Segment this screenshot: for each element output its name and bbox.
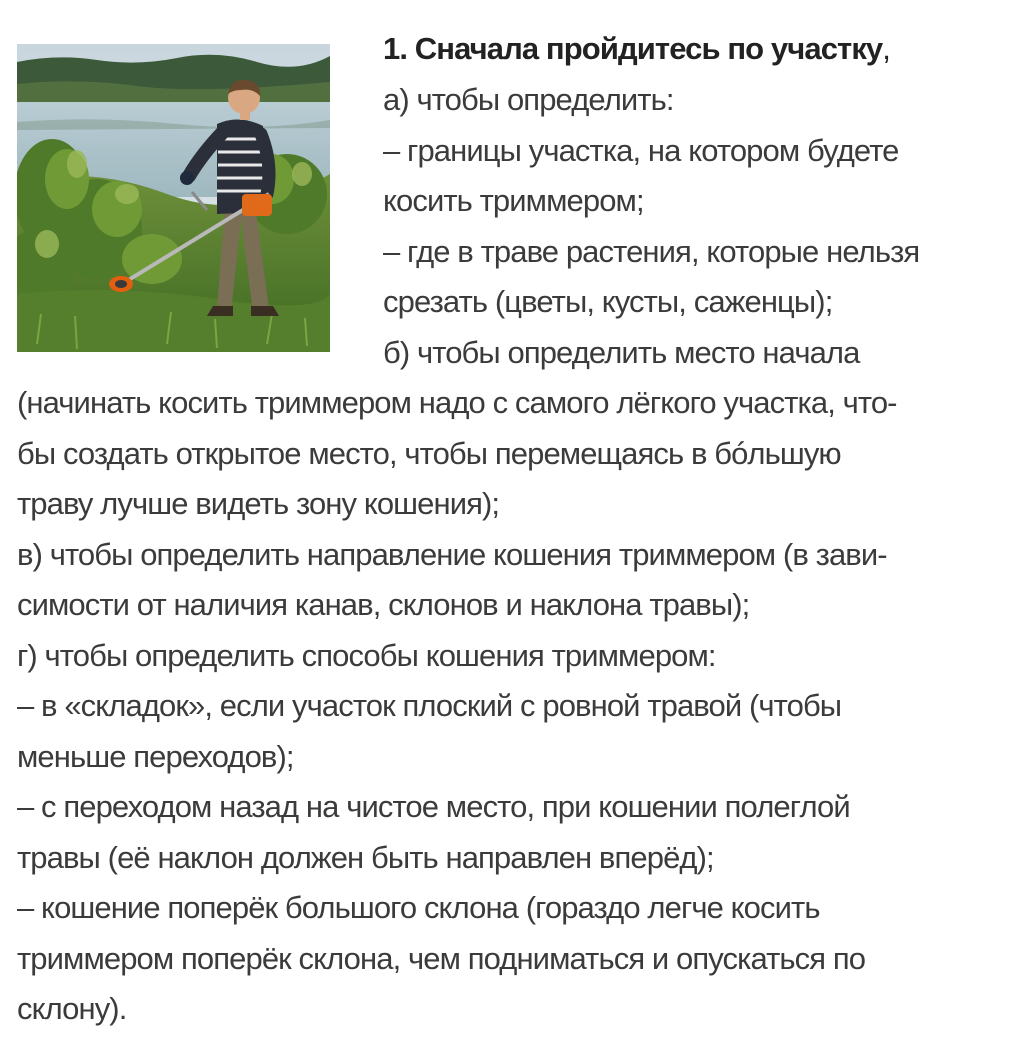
text-line: – кошение поперёк большого склона (гораздо легче косить xyxy=(17,890,820,925)
text-line: меньше переходов); xyxy=(17,739,294,774)
text-line: траву лучше видеть зону кошения); xyxy=(17,486,500,521)
section-heading: 1. Сначала пройдитесь по участку, xyxy=(383,31,890,66)
text-line: симости от наличия канав, склонов и наклона травы); xyxy=(17,587,750,622)
text-line: – где в траве растения, которые нельзя xyxy=(383,234,920,269)
heading-comma: , xyxy=(882,31,890,66)
text-line: косить триммером; xyxy=(383,183,644,218)
text-line: травы (её наклон должен быть направлен вперёд); xyxy=(17,840,714,875)
man-mowing-grass-with-trimmer-icon xyxy=(17,44,330,352)
text-line: склону). xyxy=(17,991,127,1026)
text-line: триммером поперёк склона, чем подниматься и опускаться по xyxy=(17,941,866,976)
text-line: б) чтобы определить место начала xyxy=(383,335,860,370)
trimmer-photo xyxy=(17,44,330,352)
text-line: срезать (цветы, кусты, саженцы); xyxy=(383,284,833,319)
text-line: г) чтобы определить способы кошения триммером: xyxy=(17,638,716,673)
text-line: – в «складок», если участок плоский с ровной травой (чтобы xyxy=(17,688,842,723)
text-line: (начинать косить триммером надо с самого лёгкого участка, что- xyxy=(17,385,897,420)
text-line: в) чтобы определить направление кошения триммером (в зави- xyxy=(17,537,887,572)
text-line: – с переходом назад на чистое место, при кошении полеглой xyxy=(17,789,850,824)
text-line: бы создать открытое место, чтобы перемещаясь в бóльшую xyxy=(17,436,841,471)
text-line: а) чтобы определить: xyxy=(383,82,674,117)
text-line: – границы участка, на котором будете xyxy=(383,133,899,168)
